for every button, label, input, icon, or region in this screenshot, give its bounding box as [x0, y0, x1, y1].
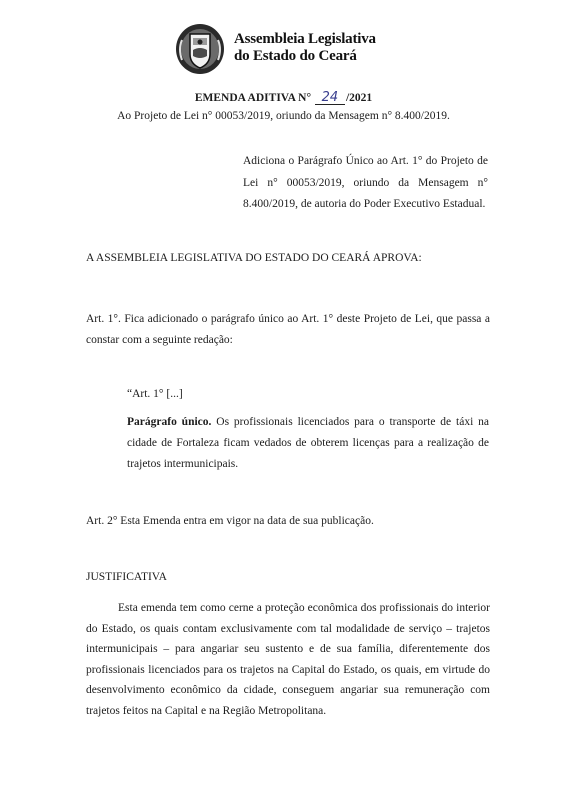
justification-text: Esta emenda tem como cerne a proteção econômica dos profissionais do interior do Estado, os quais contam exclusivamente com tal modalidade de serviço – trajetos intermunicipais – para angariar seu sustento e de sua família, diferentemente dos profissionais licenciados para os trajetos na Capital do Estado, os quais, em virtude do desenvolvimento econômico da cidade, conseguem angariar sua remuneração com trajetos feitos na Capital e na Região Metropolitana.: [86, 602, 490, 717]
handwritten-number: 24: [315, 92, 345, 105]
letterhead: [174, 22, 454, 78]
paragrafo-unico: [127, 412, 489, 475]
title-prefix: EMENDA ADITIVA N°: [194, 92, 312, 104]
justification-heading: JUSTIFICATIVA: [86, 571, 167, 583]
org-line-2: do Estado do Ceará: [234, 48, 357, 64]
document-subtitle: Ao Projeto de Lei n° 00053/2019, oriundo da Mensagem n° 8.400/2019.: [117, 110, 450, 122]
org-line-1: Assembleia Legislativa: [234, 31, 376, 47]
paragrafo-label: Parágrafo único.: [127, 416, 212, 428]
document-title: [0, 92, 567, 105]
quoted-article-header: “Art. 1° [...]: [127, 388, 183, 400]
organization-name: [234, 31, 376, 65]
paragrafo-text: Os profissionais licenciados para o transporte de táxi na cidade de Fortaleza ficam vedados de obterem licenças para a realização de trajetos intermunicipais.: [127, 416, 489, 470]
article-2: Art. 2° Esta Emenda entra em vigor na data de sua publicação.: [86, 515, 374, 527]
ementa-text: Adiciona o Parágrafo Único ao Art. 1° do Projeto de Lei n° 00053/2019, oriundo da Mensagem n° 8.400/2019, de autoria do Poder Executivo Estadual.: [243, 155, 488, 210]
state-coat-of-arms-icon: [174, 22, 226, 76]
resolution-heading: A ASSEMBLEIA LEGISLATIVA DO ESTADO DO CEARÁ APROVA:: [86, 252, 422, 264]
article-1: Art. 1°. Fica adicionado o parágrafo único ao Art. 1° deste Projeto de Lei, que passa a constar com a seguinte redação:: [86, 313, 490, 346]
justification-body: [86, 598, 490, 721]
title-suffix: /2021: [345, 92, 373, 104]
